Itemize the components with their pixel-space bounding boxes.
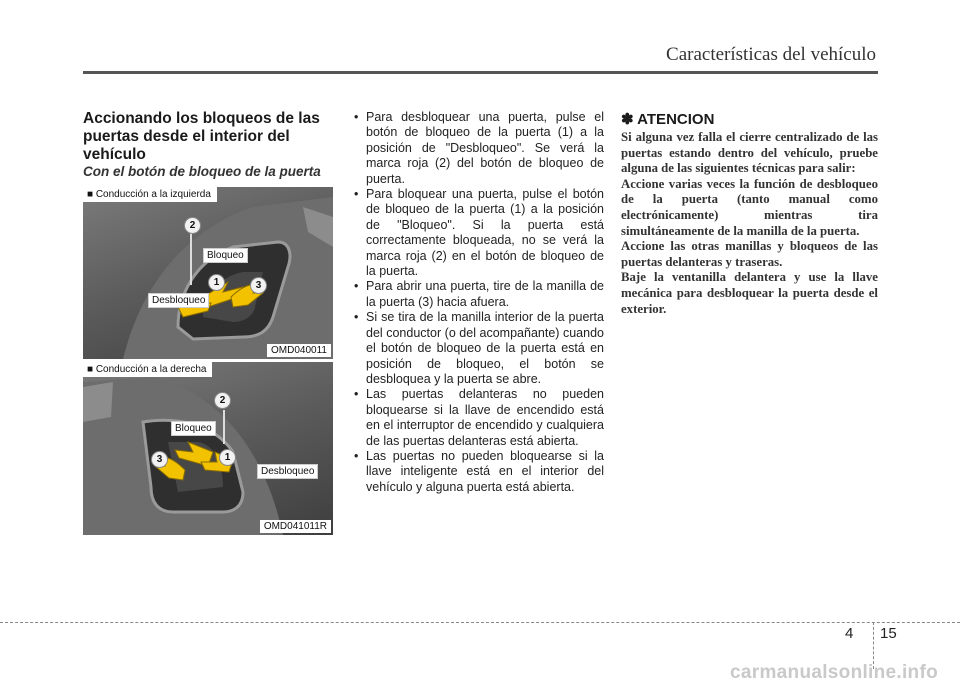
figure-right-hand-drive: [83, 362, 333, 535]
figure2-number-3: 3: [151, 451, 168, 468]
figure2-number-2: 2: [214, 392, 231, 409]
attention-paragraph: Baje la ventanilla delantera y use la llave mecánica para desbloquear la puerta desde el exterior.: [621, 270, 878, 316]
list-item: • Para abrir una puerta, tire de la manilla de la puerta (3) hacia afuera.: [352, 279, 604, 310]
figure2-code: OMD041011R: [260, 520, 331, 533]
list-item: • Para desbloquear una puerta, pulse el botón de bloqueo de la puerta (1) a la posición de "Desbloqueo". Se verá la marca roja (2) del botón de bloqueo de puerta.: [352, 110, 604, 187]
footer-rule: [0, 622, 960, 623]
figure1-number-3: 3: [250, 277, 267, 294]
instructions-list: [352, 110, 604, 495]
figure1-number-2: 2: [184, 217, 201, 234]
figure1-code: OMD040011: [267, 344, 331, 357]
page-number: 15: [880, 625, 897, 642]
figure1-lock-label: Bloqueo: [203, 248, 248, 263]
door-handle-illustration-rhd: [83, 362, 333, 535]
list-item: • Para bloquear una puerta, pulse el botón de bloqueo de la puerta (1) a la posición de "Bloqueo". Si la puerta está correctamente bloqueada, no se verá la marca roja (2) en el botón de bloqueo de la puerta.: [352, 187, 604, 279]
list-item: • Las puertas no pueden bloquearse si la llave inteligente está en el interior del vehículo y alguna puerta está abierta.: [352, 449, 604, 495]
figure1-number-1: 1: [208, 274, 225, 291]
list-item: • Las puertas delanteras no pueden bloquearse si la llave de encendido está en el interruptor de encendido y cualquiera de las puertas delanteras está abierta.: [352, 387, 604, 449]
attention-paragraph: Accione varias veces la función de desbloqueo de la puerta (tanto manual como electrónicamente) mientras tira simultáneamente de la manilla de la puerta.: [621, 176, 878, 238]
attention-paragraph: Si alguna vez falla el cierre centralizado de las puertas estando dentro del vehículo, pruebe alguna de las siguientes técnicas para salir:: [621, 130, 878, 176]
figure-left-hand-drive: [83, 187, 333, 359]
door-handle-illustration: [83, 187, 333, 359]
figure2-unlock-label: Desbloqueo: [257, 464, 318, 479]
chapter-number: 4: [845, 625, 854, 642]
figure1-caption: ■ Conducción a la izquierda: [83, 187, 217, 202]
attention-title: ✽ ATENCION: [621, 111, 715, 128]
header-title: Características del vehículo: [666, 44, 876, 65]
attention-box: [621, 110, 878, 317]
figure1-unlock-label: Desbloqueo: [148, 293, 209, 308]
header-rule: [83, 71, 878, 74]
figure2-caption: ■ Conducción a la derecha: [83, 362, 212, 377]
section-title: Accionando los bloqueos de las puertas desde el interior del vehículo: [83, 110, 320, 163]
figure2-number-1: 1: [219, 449, 236, 466]
section-subtitle: Con el botón de bloqueo de la puerta: [83, 164, 321, 179]
figure2-lock-label: Bloqueo: [171, 421, 216, 436]
instructions-column: [352, 110, 604, 495]
attention-paragraph: Accione las otras manillas y bloqueos de las puertas delanteras y traseras.: [621, 239, 878, 269]
list-item: • Si se tira de la manilla interior de la puerta del conductor (o del acompañante) cuando el botón de bloqueo de la puerta está en posición de bloqueo, el botón se desbloquea y la puerta se abre.: [352, 310, 604, 387]
watermark: carmanualsonline.info: [730, 662, 938, 683]
